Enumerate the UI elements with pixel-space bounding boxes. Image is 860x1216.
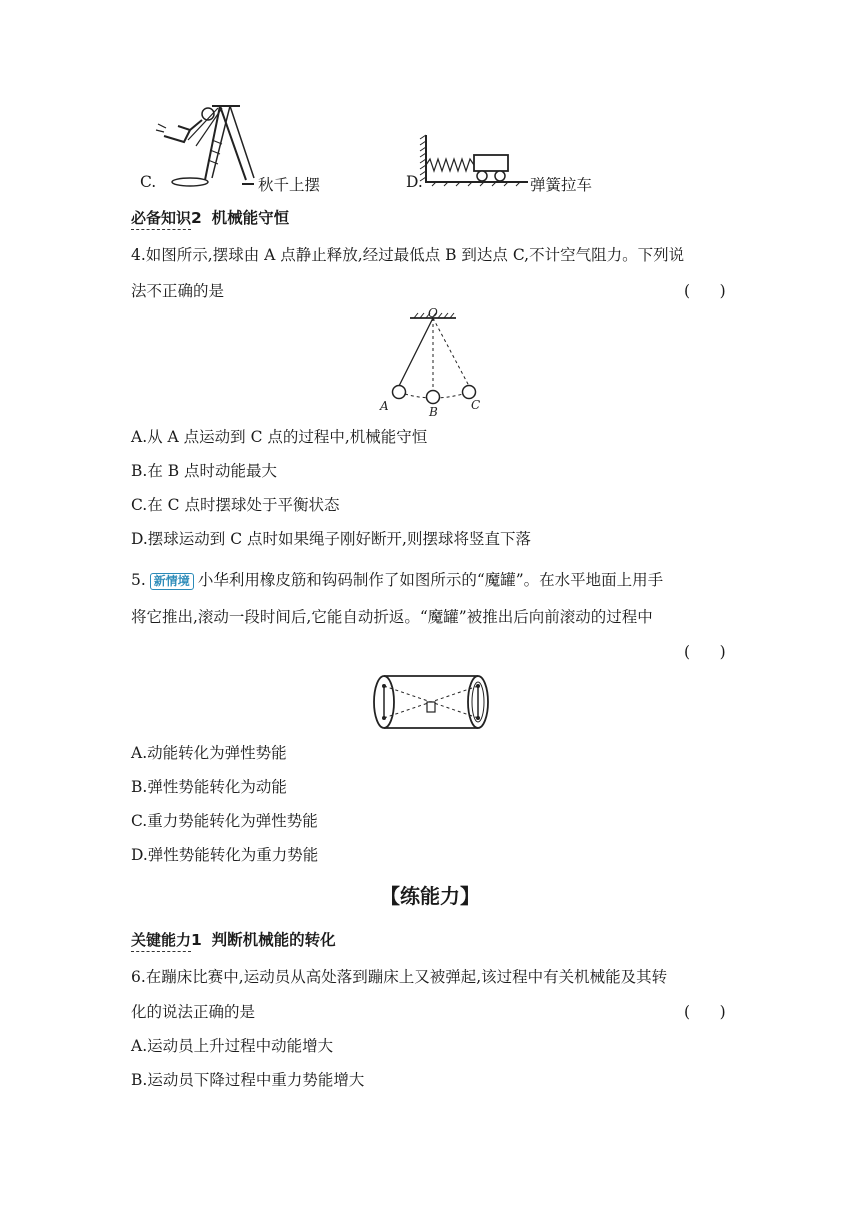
figure-spring-cart — [418, 133, 530, 189]
pendulum-label-a: A — [380, 399, 389, 413]
figure-pendulum — [372, 306, 498, 418]
q5-option-b: B.弹性势能转化为动能 — [131, 778, 287, 796]
q6-line-1: 6.在蹦床比赛中,运动员从高处落到蹦床上又被弹起,该过程中有关机械能及其转 — [131, 968, 668, 986]
q5-option-d: D.弹性势能转化为重力势能 — [131, 846, 319, 864]
q4-answer-blank: ( ) — [684, 282, 726, 300]
pendulum-label-o: O — [428, 306, 438, 320]
practice-title: 【练能力】 — [380, 884, 480, 908]
q6-answer-blank: ( ) — [684, 1003, 726, 1021]
q6-line-2: 化的说法正确的是 — [131, 1003, 256, 1021]
option-d-label: D. — [406, 173, 423, 191]
section-tag: 必备知识 — [131, 208, 191, 230]
section-number: 2 — [191, 209, 202, 227]
section-title: 机械能守恒 — [211, 209, 290, 227]
figure-magic-can — [370, 672, 492, 732]
section-number: 1 — [191, 931, 202, 949]
q4-option-c: C.在 C 点时摆球处于平衡状态 — [131, 496, 340, 514]
q4-option-d: D.摆球运动到 C 点时如果绳子刚好断开,则摆球将竖直下落 — [131, 530, 531, 548]
option-c-label: C. — [140, 173, 157, 191]
q6-option-b: B.运动员下降过程中重力势能增大 — [131, 1071, 365, 1089]
pendulum-label-b: B — [429, 405, 438, 418]
section-header-2 — [131, 930, 336, 952]
q5-option-a: A.动能转化为弹性势能 — [131, 744, 287, 762]
q5-option-c: C.重力势能转化为弹性势能 — [131, 812, 318, 830]
section-header-1 — [131, 208, 289, 230]
q4-option-a: A.从 A 点运动到 C 点的过程中,机械能守恒 — [131, 428, 428, 446]
q4-option-b: B.在 B 点时动能最大 — [131, 462, 278, 480]
section-title: 判断机械能的转化 — [211, 931, 336, 949]
q5-line-2: 将它推出,滚动一段时间后,它能自动折返。“魔罐”被推出后向前滚动的过程中 — [131, 608, 653, 626]
option-d-caption: 弹簧拉车 — [530, 176, 593, 194]
figure-swing — [150, 100, 270, 190]
q5-line-1 — [131, 570, 663, 590]
pendulum-label-c: C — [471, 398, 481, 412]
section-tag: 关键能力 — [131, 930, 191, 952]
option-c-caption: 秋千上摆 — [258, 176, 321, 194]
q5-answer-blank: ( ) — [684, 643, 726, 661]
new-context-badge: 新情境 — [150, 573, 194, 590]
q5-line-1-text: 小华利用橡皮筋和钩码制作了如图所示的“魔罐”。在水平地面上用手 — [197, 571, 664, 589]
q4-line-2: 法不正确的是 — [131, 282, 225, 300]
q4-line-1: 4.如图所示,摆球由 A 点静止释放,经过最低点 B 到达点 C,不计空气阻力。下列说 — [131, 246, 685, 264]
q5-number: 5. — [131, 571, 146, 589]
q6-option-a: A.运动员上升过程中动能增大 — [131, 1037, 334, 1055]
